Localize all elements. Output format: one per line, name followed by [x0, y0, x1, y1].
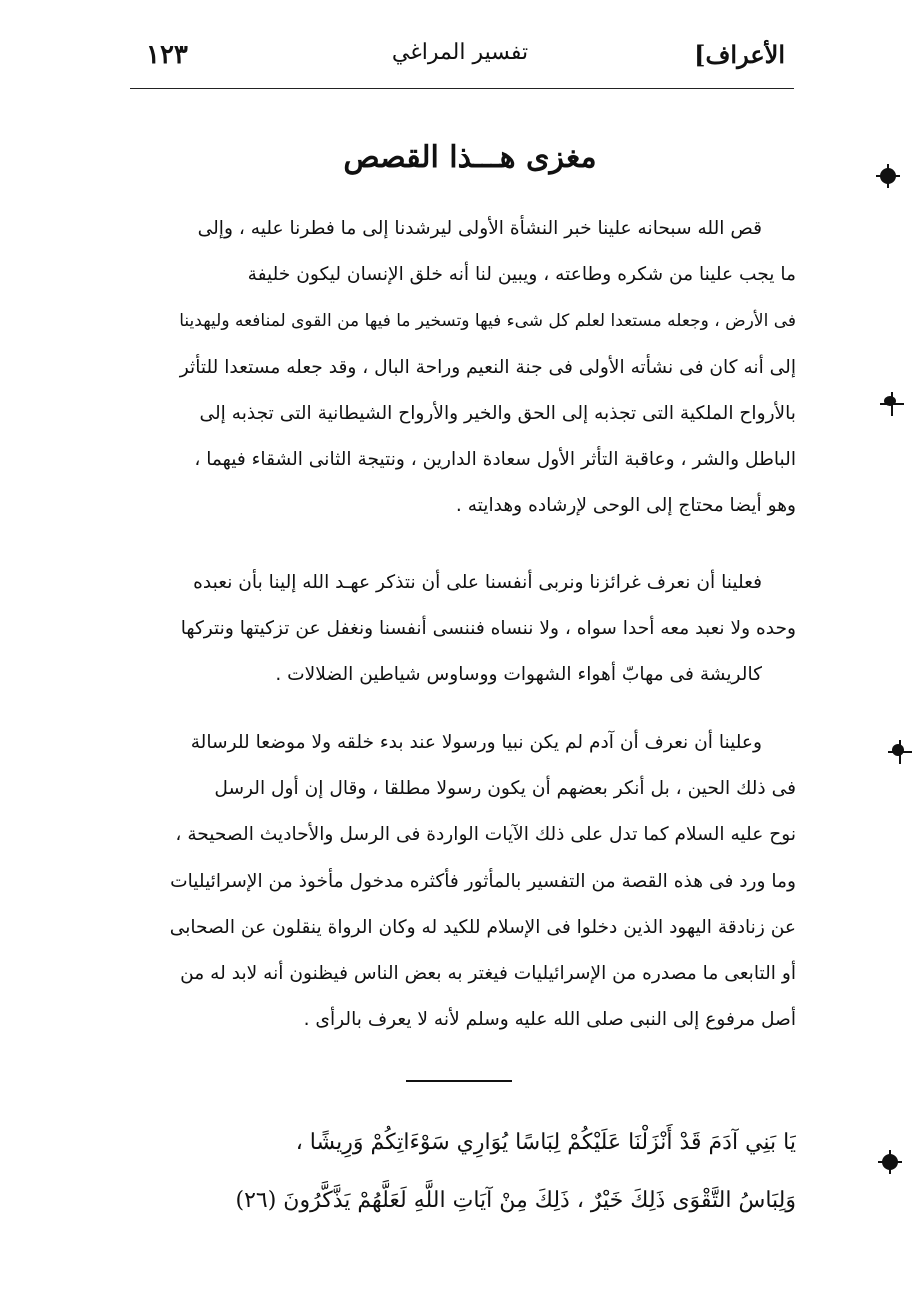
text-line: أو التابعى ما مصدره من الإسرائيليات فيغتر به بعض الناس فيظنون أنه لابد له من [180, 963, 796, 985]
margin-ink-blot [882, 1154, 898, 1170]
text-line: وما ورد فى هذه القصة من التفسير بالمأثور فأكثره مدخول مأخوذ من الإسرائيليات [170, 870, 796, 892]
margin-ink-blot [892, 744, 904, 756]
running-header-surah-name [690, 40, 785, 84]
verse-text: وَلِبَاسُ التَّقْوَى ذَلِكَ خَيْرٌ ، ذَلِكَ مِنْ آيَاتِ اللَّهِ لَعَلَّهُمْ يَذَّكَّرُونَ (٢٦) [235, 1188, 796, 1213]
surah-name-text: الأعراف [705, 40, 785, 69]
header-rule [130, 88, 794, 89]
section-heading: مغزى هـــذا القصص [343, 140, 597, 175]
text-line: قص الله سبحانه علينا خبر النشأة الأولى ليرشدنا إلى ما فطرنا عليه ، وإلى [197, 218, 762, 239]
verse-text: يَا بَنِي آدَمَ قَدْ أَنْزَلْنَا عَلَيْكُمْ لِبَاسًا يُوَارِي سَوْءَاتِكُمْ وَرِيشًا ، [295, 1130, 796, 1155]
running-header-book-title: تفسير المراغي [391, 40, 529, 65]
text-line: فعلينا أن نعرف غرائزنا ونربى أنفسنا على أن نتذكر عهـد الله إلينا بأن نعبده [193, 572, 762, 593]
text-line: عن زنادقة اليهود الذين دخلوا فى الإسلام للكيد له وكان الرواة ينقلون عن الصحابى [169, 916, 796, 938]
text-line: وحده ولا نعبد معه أحدا سواه ، ولا ننساه فننسى أنفسنا ونغفل عن تزكيتها ونتركها [180, 618, 796, 640]
text-line: فى الأرض ، وجعله مستعدا لعلم كل شىء فيها وتسخير ما فيها من القوى لمنافعه وليهدينا [179, 311, 796, 332]
page-number: ١٢٣ [146, 40, 188, 70]
text-line: وعلينا أن نعرف أن آدم لم يكن نبيا ورسولا عند بدء خلقه ولا موضعا للرسالة [190, 732, 762, 753]
text-line: أصل مرفوع إلى النبى صلى الله عليه وسلم لأنه لا يعرف بالرأى . [303, 1009, 796, 1031]
paragraph-3 [130, 720, 796, 1043]
verse-line [130, 1172, 796, 1230]
section-divider [406, 1080, 512, 1082]
text-line: نوح عليه السلام كما تدل على ذلك الآيات الواردة فى الرسل والأحاديث الصحيحة ، [175, 824, 796, 846]
paragraph-1 [130, 206, 796, 529]
text-line: وهو أيضا محتاج إلى الوحى لإرشاده وهدايته . [455, 495, 796, 517]
text-line: إلى أنه كان فى نشأته الأولى فى جنة النعيم وراحة البال ، وقد جعله مستعدا للتأثر [179, 356, 796, 378]
text-line: بالأرواح الملكية التى تجذبه إلى الحق والخير والأرواح الشيطانية التى تجذبه إلى [199, 402, 796, 424]
text-line: كالريشة فى مهابّ أهواء الشهوات ووساوس شياطين الضلالات . [275, 664, 762, 686]
text-line: ما يجب علينا من شكره وطاعته ، ويبين لنا أنه خلق الإنسان ليكون خليفة [247, 264, 796, 286]
text-line: الباطل والشر ، وعاقبة التأثر الأول سعادة الدارين ، ونتيجة الثانى الشقاء فيهما ، [194, 449, 796, 471]
header-bracket-mark: ] [694, 40, 706, 69]
verse-line [130, 1114, 796, 1172]
margin-ink-blot [884, 396, 896, 406]
margin-ink-blot [880, 168, 896, 184]
text-line: فى ذلك الحين ، بل أنكر بعضهم أن يكون رسولا مطلقا ، وقال إن أول الرسل [214, 778, 796, 800]
paragraph-2 [130, 560, 796, 699]
